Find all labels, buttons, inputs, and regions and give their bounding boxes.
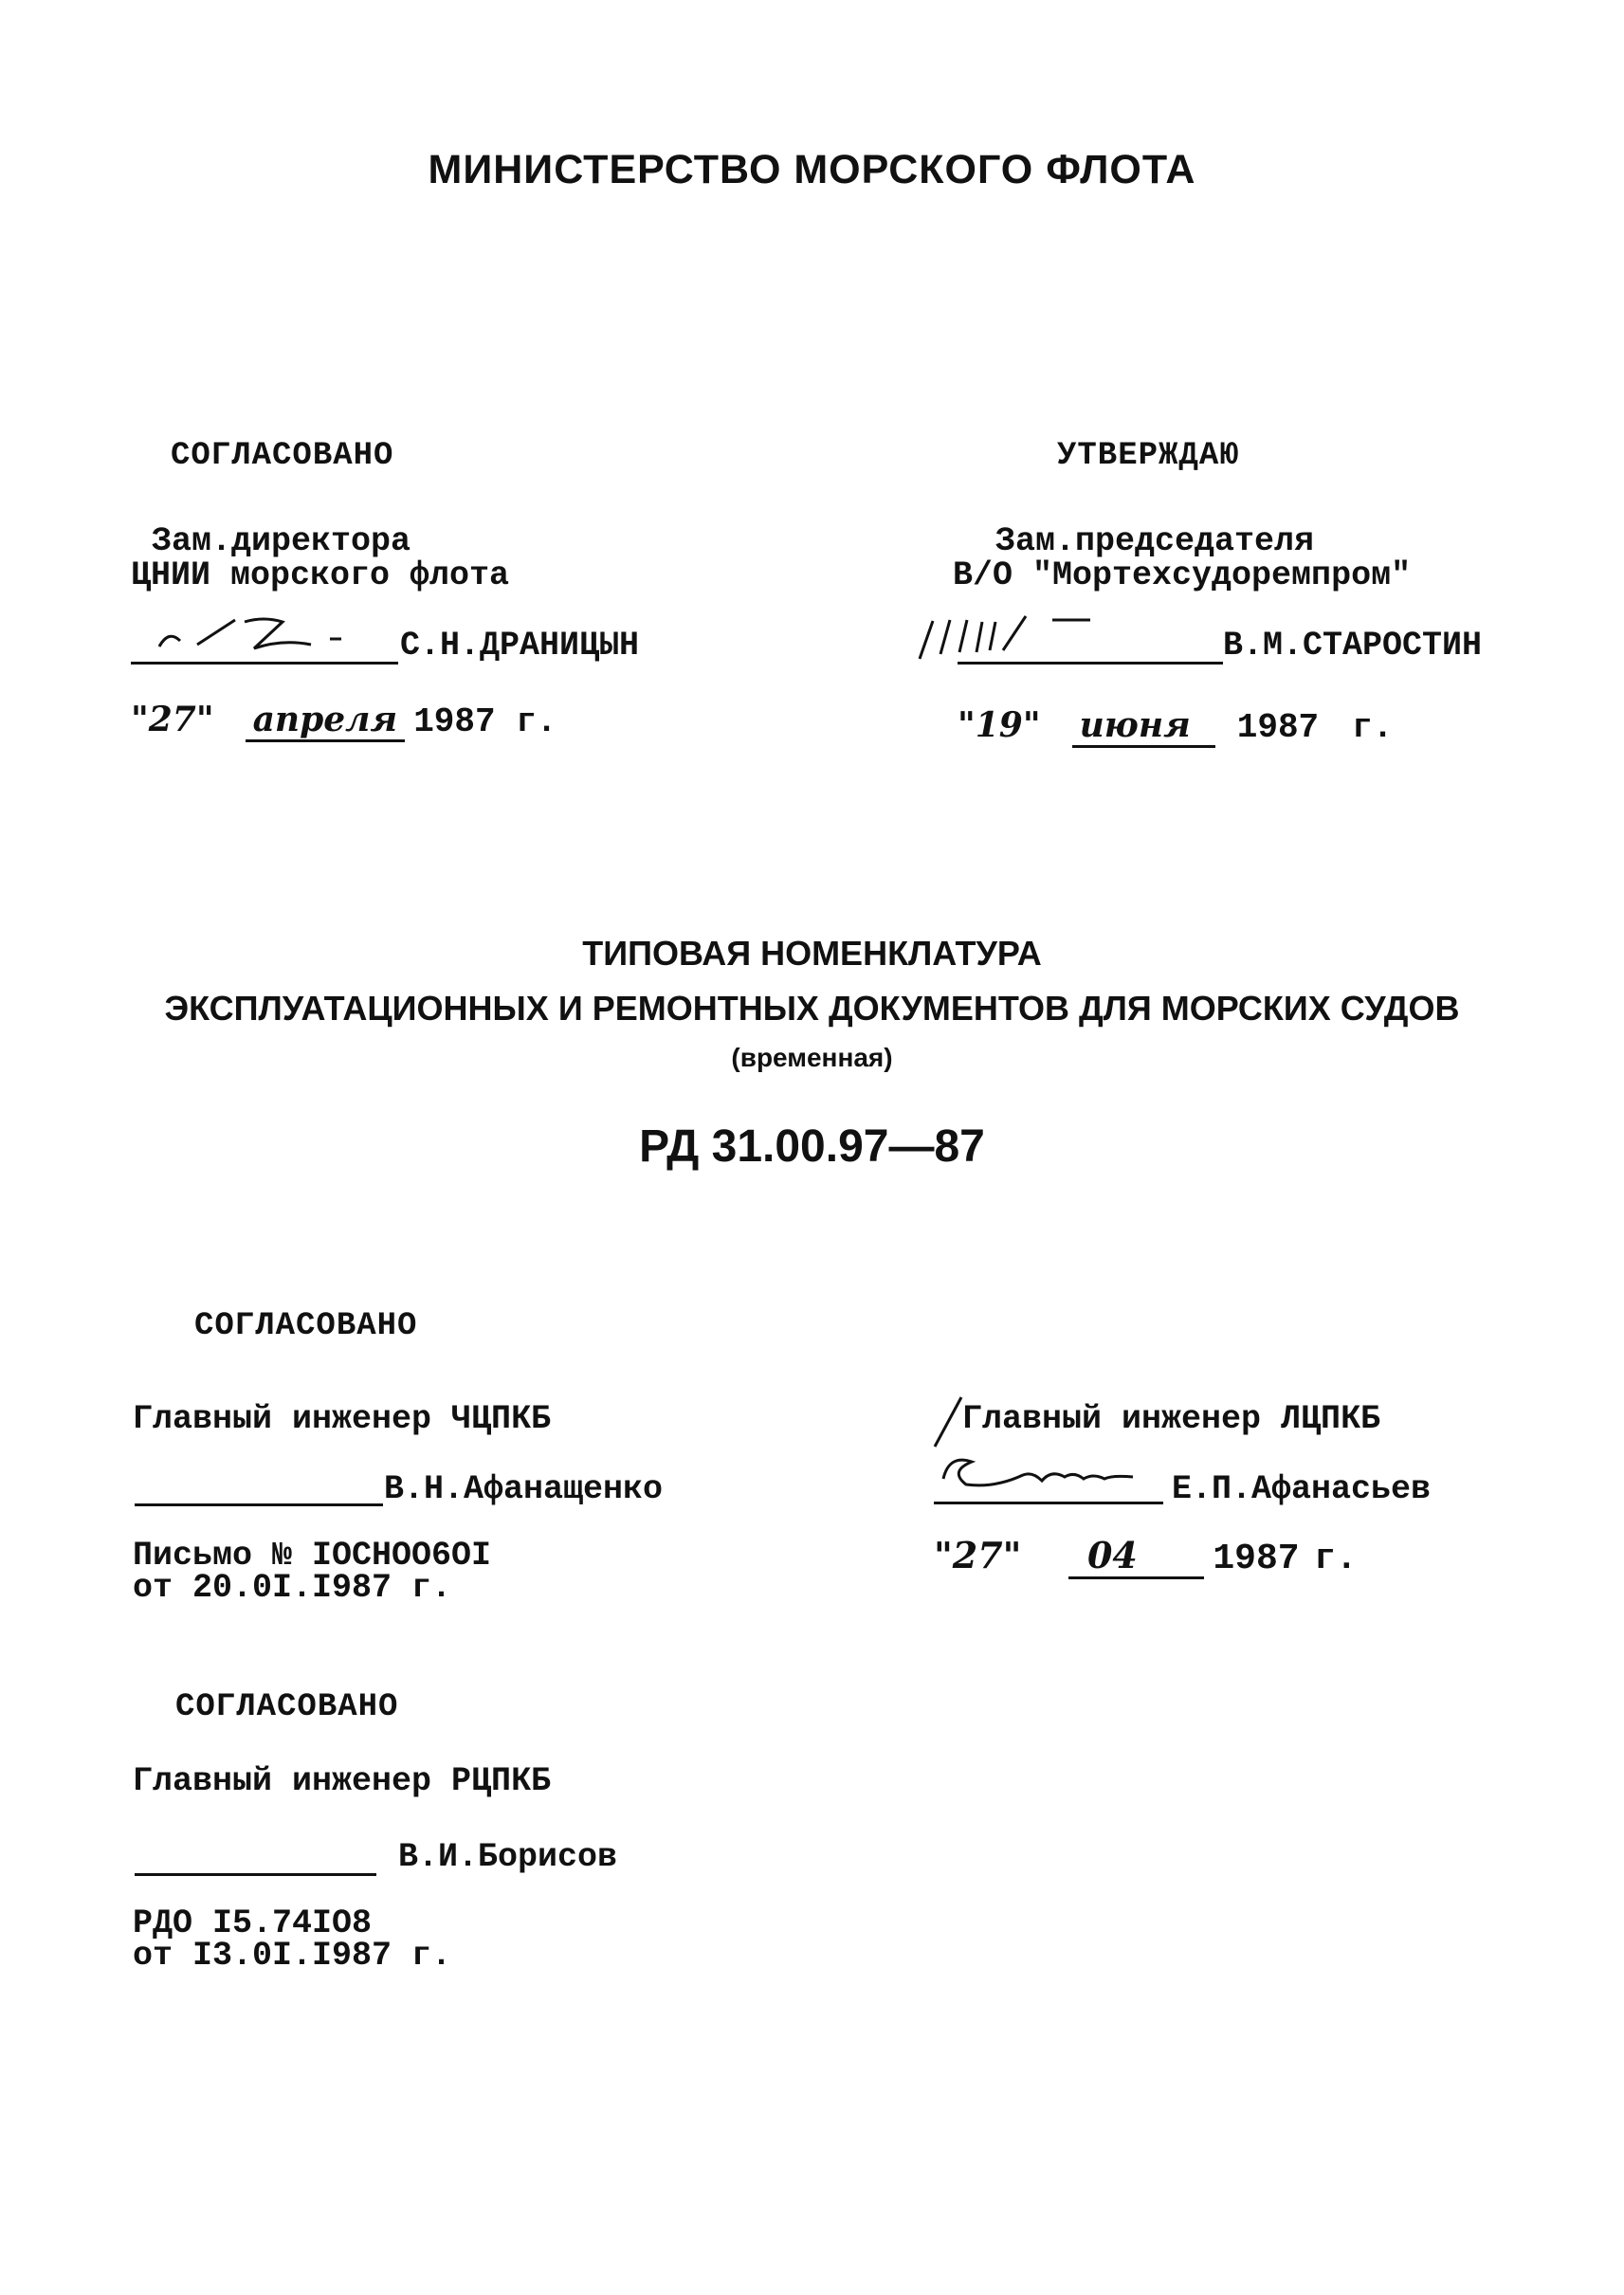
- agreement1-ref-line1: Письмо № IOCHOO6OI: [133, 1537, 492, 1575]
- agreement2-name: Е.П.Афанасьев: [1172, 1470, 1432, 1508]
- right-signature-line: [958, 616, 1223, 665]
- right-date: [958, 705, 1393, 748]
- doc-title-line1: ТИПОВАЯ НОМЕНКЛАТУРА: [582, 934, 1042, 973]
- left-date-day: "27": [131, 700, 214, 739]
- right-approval-heading: УТВЕРЖДАЮ: [1057, 438, 1240, 474]
- agreement2-position: Главный инженер ЛЦПКБ: [962, 1400, 1381, 1438]
- agreement3-heading: СОГЛАСОВАНО: [175, 1689, 399, 1725]
- left-date-year: 1987 г.: [413, 702, 557, 741]
- agreement2-date: [934, 1534, 1358, 1579]
- agreement3-ref-line1: РДО I5.74IO8: [133, 1904, 373, 1942]
- left-date: [131, 700, 557, 742]
- agreement2-date-month: 04: [1068, 1534, 1204, 1579]
- left-signatory-name: С.Н.ДРАНИЦЫН: [400, 627, 640, 665]
- left-approval-heading: СОГЛАСОВАНО: [171, 438, 394, 474]
- ministry-heading: МИНИСТЕРСТВО МОРСКОГО ФЛОТА: [428, 147, 1196, 192]
- right-signatory-name: В.М.СТАРОСТИН: [1223, 627, 1483, 665]
- right-date-day: "19": [958, 705, 1041, 745]
- agreement2-date-day: "27": [934, 1534, 1022, 1576]
- left-position-line2: ЦНИИ морского флота: [131, 556, 510, 594]
- agreement3-name: В.И.Борисов: [398, 1838, 618, 1876]
- agreement1-heading: СОГЛАСОВАНО: [194, 1308, 418, 1344]
- left-signature: [140, 610, 387, 658]
- agreement3-signature-line: [135, 1830, 376, 1876]
- agreement2-slash: [929, 1393, 967, 1450]
- agreement3-ref-line2: от I3.0I.I987 г.: [133, 1937, 452, 1975]
- agreement2-signature: [934, 1450, 1161, 1502]
- agreement3-position: Главный инженер РЦПКБ: [133, 1762, 552, 1800]
- agreement2-date-year-suffix: г.: [1314, 1539, 1358, 1579]
- agreement1-name: В.Н.Афанащенко: [384, 1470, 664, 1508]
- agreement1-position: Главный инженер ЧЦПКБ: [133, 1400, 552, 1438]
- left-date-month: апреля: [246, 700, 406, 742]
- agreement2-signature-line: [934, 1450, 1163, 1504]
- agreement1-ref-line2: от 20.0I.I987 г.: [133, 1569, 452, 1607]
- right-position-line2: В/О "Мортехсудоремпром": [953, 556, 1412, 594]
- doc-code: РД 31.00.97—87: [639, 1121, 985, 1172]
- right-date-month: июня: [1072, 705, 1215, 748]
- left-signature-line: [131, 616, 398, 665]
- right-position-line1: Зам.председателя: [995, 522, 1315, 560]
- agreement1-signature-line: [135, 1460, 383, 1506]
- doc-title-line3: (временная): [731, 1043, 893, 1072]
- left-position-line1: Зам.директора: [152, 522, 411, 560]
- right-date-year-suffix: г.: [1352, 708, 1394, 747]
- right-date-year: 1987: [1236, 708, 1320, 747]
- agreement2-date-year: 1987: [1213, 1539, 1300, 1579]
- right-signature: [891, 607, 1147, 673]
- doc-title-line2: ЭКСПЛУАТАЦИОННЫХ И РЕМОНТНЫХ ДОКУМЕНТОВ ДЛЯ МОРСКИХ СУДОВ: [164, 989, 1460, 1028]
